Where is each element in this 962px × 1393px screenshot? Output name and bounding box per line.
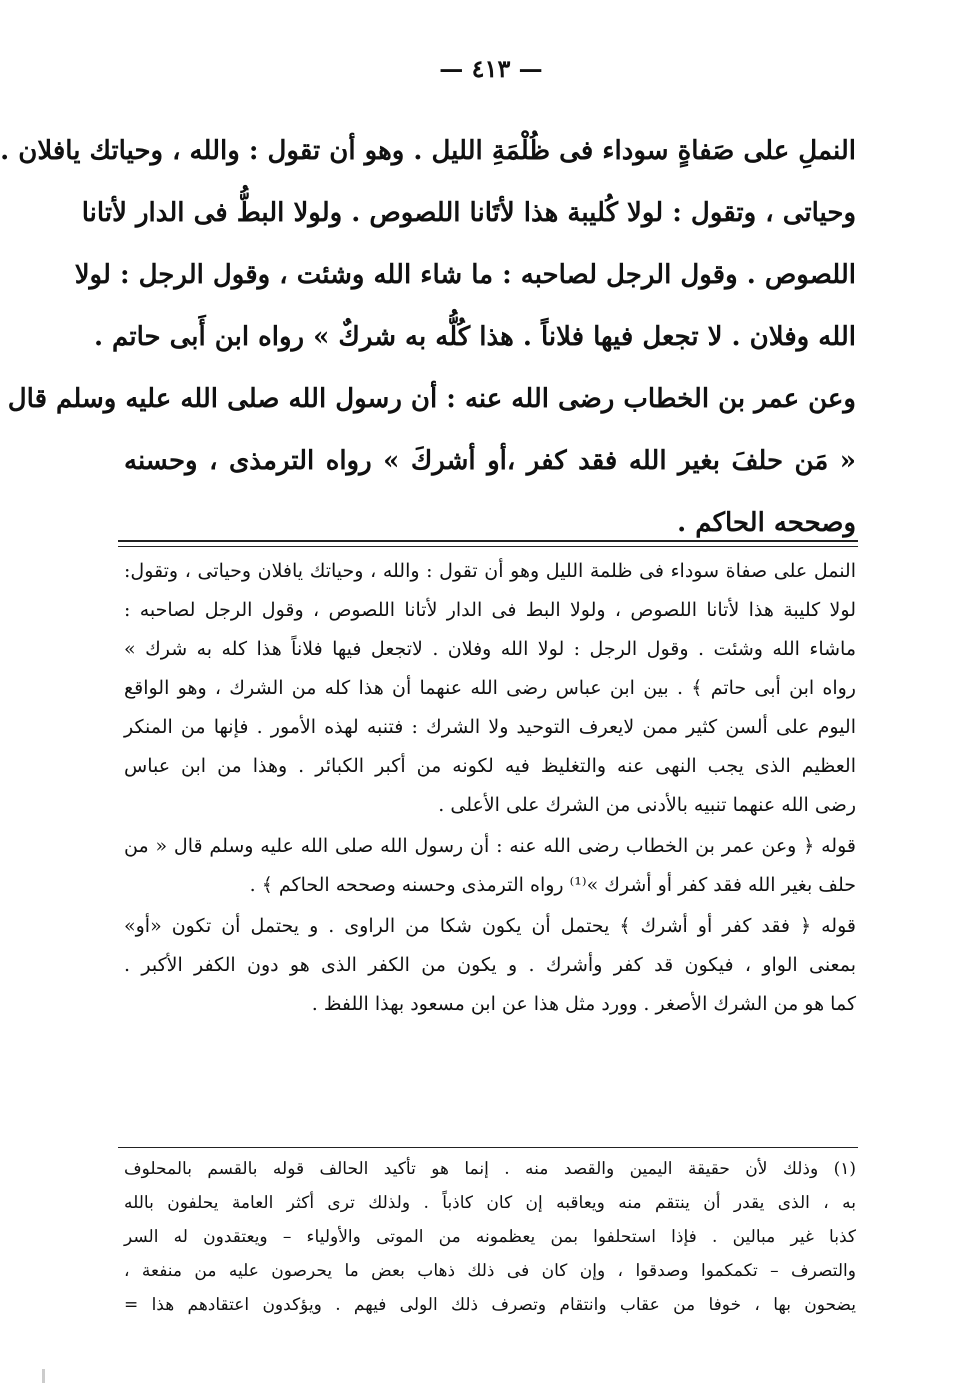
section-divider-thin bbox=[118, 546, 858, 547]
commentary-line: بمعنى الواو ، فيكون قد كفر وأشرك . و يكون من الكفر الذى هو دون الكفر الأكبر . bbox=[124, 954, 856, 976]
main-text-line: النملِ على صَفاةٍ سوداء فى ظُلْمَةِ الليل . وهو أن تقول : والله ، وحياتك يافلان . bbox=[0, 136, 856, 166]
footnote-line: والتصرف – تكمكموا وصدقوا ، وإن كان فى ذلك ذهاب بعض ما يحرصون عليه من منفعة ، bbox=[124, 1261, 856, 1281]
main-text-line: وصححه الحاكم . bbox=[677, 508, 856, 538]
commentary-line: كما هو من الشرك الأصغر . وورد مثل هذا عن ابن مسعود بهذا اللفظ . bbox=[311, 993, 856, 1015]
footnote-line: به ، الذى يقدر أن ينتقم منه ويعاقبه إن كان كاذباً . ولذلك ترى أكثر العامة يحلفون بالله bbox=[124, 1193, 856, 1213]
commentary-line: العظيم الذى يجب النهى عنه والتغليظ فيه لكونه من أكبر الكبائر . وهذا من ابن عباس bbox=[124, 755, 856, 777]
main-text-line: « مَن حلفَ بغير الله فقد كفر ،أو أشركَ » رواه الترمذى ، وحسنه bbox=[124, 446, 856, 476]
commentary-line: رضى الله عنهما تنبيه بالأدنى من الشرك على الأعلى . bbox=[438, 794, 856, 816]
footnotes bbox=[124, 1152, 856, 1322]
main-text-line: وحياتى ، وتقول : لولا كُليبة هذا لأتَانا اللصوص . ولولا البطُّ فى الدار لأتانا bbox=[81, 198, 856, 228]
main-text bbox=[0, 120, 856, 554]
commentary-line: قوله ﴿ وعن عمر بن الخطاب رضى الله عنه : أن رسول الله صلى الله عليه وسلم قال « من bbox=[124, 835, 856, 857]
footnote-line: (١) وذلك لأن حقيقة اليمين والقصد منه . إنما هو تأكيد الحالف قوله بالقسم بالمحلوف bbox=[124, 1159, 856, 1179]
commentary-line: ماشاء الله وشئت . وقول الرجل : لولا الله وفلان . لاتجعل فيها فلاناً هذا كله به شرك » bbox=[124, 638, 856, 660]
commentary-line: قوله ﴿ فقد كفر أو أشرك ﴾ يحتمل أن يكون شكا من الراوى . و يحتمل أن تكون «أو» bbox=[124, 915, 856, 937]
commentary-line: رواه ابن أبى حاتم ﴾ . بين ابن عباس رضى الله عنهما أن هذا كله من الشرك ، وهو الواقع bbox=[124, 677, 856, 699]
footnote-line: يضحون بها ، خوفا من عقاب وانتقام وتصرف ذلك الولى فيهم . ويؤكدون اعتقادهم هذا = bbox=[124, 1295, 856, 1315]
page-number: — ٤١٣ — bbox=[439, 54, 543, 83]
commentary-line: اليوم على ألسن كثير ممن لايعرف التوحيد ولا الشرك : فتنبه لهذه الأمور . فإنها من المنكر bbox=[124, 716, 856, 738]
footnote-line: كذبا غير مبالين . فإذا استحلفوا بمن يعظمونه من الموتى والأولياء – ويعتقدون له السر bbox=[124, 1227, 856, 1247]
commentary-line: النمل على صفاة سوداء فى ظلمة الليل وهو أن تقول : والله ، وحياتك يافلان وحياتى ، وتقول: bbox=[124, 560, 856, 582]
footnote-divider bbox=[118, 1147, 858, 1148]
scan-artifact bbox=[42, 1369, 45, 1383]
main-text-line: اللصوص . وقول الرجل لصاحبه : ما شاء الله وشئت ، وقول الرجل : لولا bbox=[74, 260, 856, 290]
commentary-text bbox=[124, 552, 856, 1024]
section-divider bbox=[118, 540, 858, 542]
commentary-line: حلف بغير الله فقد كفر أو أشرك »⁽¹⁾ رواه الترمذى وحسنه وصححه الحاكم ﴾ . bbox=[249, 874, 856, 896]
commentary-line: لولا كليبة هذا لأتانا اللصوص ، ولولا البط فى الدار لأتانا اللصوص ، وقول الرجل لصاحبه : bbox=[124, 599, 856, 621]
main-text-line: وعن عمر بن الخطاب رضى الله عنه : أن رسول الله صلى الله عليه وسلم قال bbox=[7, 384, 856, 414]
main-text-line: الله وفلان . لا تجعل فيها فلاناً . هذا كُلُّه به شركٌ » رواه ابن أَبى حاتم . bbox=[93, 322, 856, 352]
